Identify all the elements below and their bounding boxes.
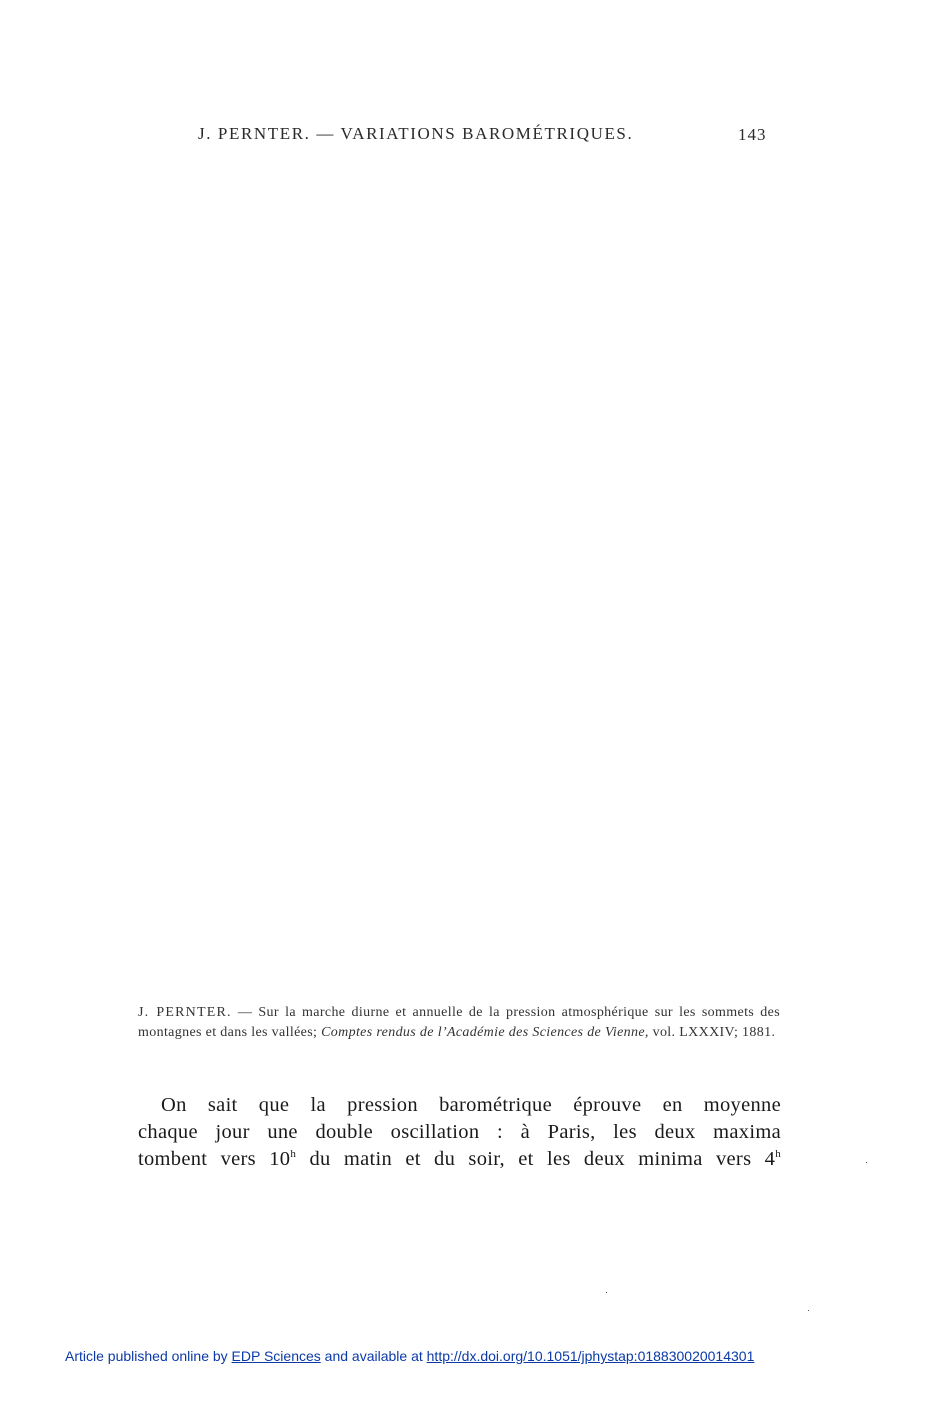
citation-details: vol. LXXXIV; 1881. [652, 1025, 776, 1040]
body-line-1: On sait que la pression barométrique éprouve en moyenne [161, 1094, 781, 1116]
hour-superscript: h [775, 1148, 781, 1160]
body-line-2: chaque jour une double oscillation : à Paris, les deux maxima [138, 1121, 781, 1143]
edp-sciences-link[interactable]: EDP Sciences [231, 1348, 321, 1364]
footer-middle: and available at [324, 1348, 423, 1364]
publication-footer [65, 1348, 754, 1364]
citation-journal: Comptes rendus de l’Académie des Sciences de Vienne, [321, 1025, 649, 1040]
body-line-3 [138, 1146, 781, 1173]
hour-superscript: h [290, 1148, 297, 1160]
doi-link[interactable]: http://dx.doi.org/10.1051/jphystap:018830020014301 [426, 1348, 755, 1364]
body-line-3-end: du matin et du soir, et les deux minima vers 4 [296, 1148, 776, 1170]
citation-title: — Sur la marche diurne et annuelle de la pression atmosphérique sur les sommets des montagnes et dans les vallées; [138, 1005, 780, 1040]
scan-speck [866, 1162, 867, 1163]
scan-speck [808, 1310, 809, 1311]
citation-author: J. PERNTER. [138, 1005, 232, 1020]
scan-speck [606, 1292, 607, 1293]
citation-block [138, 1003, 780, 1043]
running-head: J. PERNTER. — VARIATIONS BAROMÉTRIQUES. [198, 124, 634, 143]
body-line-3-start: tombent vers 10 [138, 1148, 291, 1170]
footer-prefix: Article published online by [65, 1348, 228, 1364]
page-number: 143 [738, 125, 767, 144]
body-paragraph [138, 1092, 781, 1173]
